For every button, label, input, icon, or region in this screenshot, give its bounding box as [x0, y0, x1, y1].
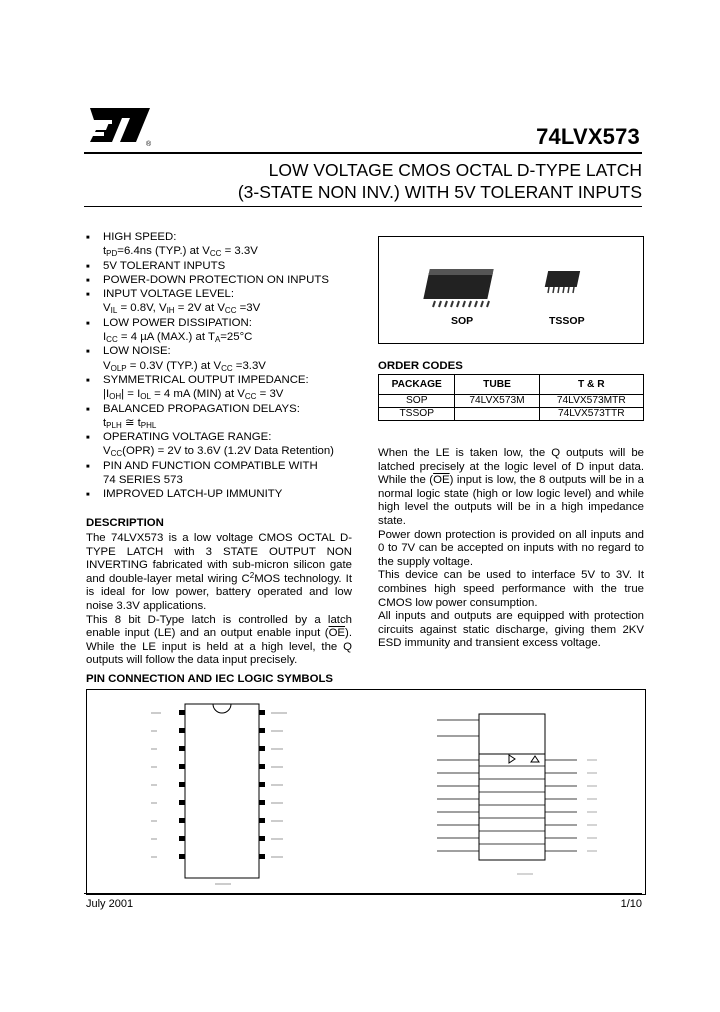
footer-rule: [84, 893, 642, 894]
title-line-2: (3-STATE NON INV.) WITH 5V TOLERANT INPUTS: [237, 182, 642, 202]
order-codes-table: [378, 374, 644, 421]
feature-compatible: ■ PIN AND FUNCTION COMPATIBLE WITH: [86, 459, 376, 473]
table-cell: SOP: [379, 395, 455, 408]
pin-diagram: [87, 690, 645, 894]
table-cell: 74LVX573TTR: [539, 408, 643, 421]
feature-symmetrical: ■ SYMMETRICAL OUTPUT IMPEDANCE:: [86, 373, 376, 387]
description-text: The 74LVX573 is a low voltage CMOS OCTAL D-TYPE LATCH with 3 STATE OUTPUT NON INVERTING fabricated with sub-micron silicon gate and double-layer metal wiring $C^2MOS$ technology. It is ideal for low power, battery operated and low noise 3.3V applications. This 8 bit D-Type latch is controlled by a latch enable input (LE) and an output enable input $(\overline{OE})$. While the LE input is held at a high level, the Q outputs will follow the data input precisely.: [86, 532, 352, 667]
svg-text:®: ®: [146, 141, 152, 148]
bullet-icon: ■: [86, 406, 90, 413]
sop-label: SOP: [451, 315, 474, 327]
bullet-icon: ■: [86, 235, 90, 241]
footer-date: July 2001: [86, 898, 134, 910]
bullet-icon: ■: [86, 292, 90, 299]
bullet-icon: ■: [86, 263, 90, 270]
feature-latchup: ■ IMPROVED LATCH-UP IMMUNITY: [86, 487, 376, 501]
pin-connection-heading: PIN CONNECTION AND IEC LOGIC SYMBOLS: [86, 673, 334, 685]
order-codes-heading: ORDER CODES: [378, 360, 463, 372]
table-cell: [455, 408, 539, 421]
table-cell: 74LVX573MTR: [539, 395, 643, 408]
col-package: PACKAGE: [379, 375, 455, 395]
table-cell: 74LVX573M: [455, 395, 539, 408]
right-description: When the LE is taken low, the Q outputs will be latched precisely at the logic level of D input data. While the $(\overline{OE})$ input is low, the 8 outputs will be in a normal logic state (high or low logic level) and while high level the outputs will be in a high impedance state. Power down protection is provided on all inputs and 0 to 7V can be accepted on inputs with no regard to the supply voltage. This device can be used to interface 5V to 3V. It combines high speed performance with the true CMOS low power consumption. All inputs and outputs are equipped with protection circuits against static discharge, giving them 2KV ESD immunity and transient excess voltage.: [378, 447, 644, 650]
feature-input-level: ■ INPUT VOLTAGE LEVEL:: [86, 287, 376, 301]
st-logo: [84, 104, 154, 148]
footer-page: 1/10: [620, 898, 642, 910]
bullet-icon: ■: [86, 492, 90, 499]
feature-high-speed: ■ HIGH SPEED:: [86, 230, 376, 244]
feature-operating-voltage: ■ OPERATING VOLTAGE RANGE:: [86, 430, 376, 444]
feature-power-down: ■ POWER-DOWN PROTECTION ON INPUTS: [86, 273, 376, 287]
feature-balanced: ■ BALANCED PROPAGATION DELAYS:: [86, 402, 376, 416]
table-row: [379, 408, 644, 421]
features-list: ■ HIGH SPEED: $t_{PD}=6.4ns$ (TYP.) at $V_{CC} = 3.3V$ ■ 5V TOLERANT INPUTS ■ POWER-DOWN PROTECTION ON INPUTS ■ INPUT VOLTAGE LEVEL: $V_{IL} = 0.8V$, $V_{IH} = 2V$ at $V_{CC} =3V$ ■ LOW POWER DISSIPATION: $I_{CC} = 4$ µA (MAX.) at $T_A=25^\circ C$ ■ LOW NOISE: $V_{OLP} = 0.3V$ (TYP.) at $V_{CC} =3.3V$ ■ SYMMETRICAL OUTPUT IMPEDANCE: $|I_{OH}| = I_{OL} = 4$ mA (MIN) at $V_{CC} = 3V$ ■ BALANCED PROPAGATION DELAYS: $t_{PLH}$ ≅ $t_{PHL}$ ■ OPERATING VOLTAGE RANGE: $V_{CC}(OPR) = 2V$ to 3.6V (1.2V Data Retention) ■ PIN AND FUNCTION COMPATIBLE WITH 74 SERIES 573 ■ IMPROVED LATCH-UP IMMUNITY: [86, 230, 376, 502]
bullet-icon: ■: [86, 435, 90, 442]
bullet-icon: ■: [86, 463, 90, 470]
part-number: 74LVX573: [536, 124, 640, 149]
table-row: [379, 395, 644, 408]
bullet-icon: ■: [86, 277, 90, 284]
tssop-label: TSSOP: [549, 315, 585, 327]
feature-5v-tolerant: ■ 5V TOLERANT INPUTS: [86, 259, 376, 273]
header-rule: [84, 152, 642, 154]
table-header-row: [379, 375, 644, 395]
package-drawing: [379, 237, 643, 343]
col-tr: T & R: [539, 375, 643, 395]
title-line-1: LOW VOLTAGE CMOS OCTAL D-TYPE LATCH: [268, 160, 642, 180]
col-tube: TUBE: [455, 375, 539, 395]
description-heading: DESCRIPTION: [86, 517, 164, 529]
bullet-icon: ■: [86, 377, 90, 384]
pin-diagram-box: [86, 689, 646, 895]
feature-low-noise: ■ LOW NOISE:: [86, 344, 376, 358]
title-rule: [84, 206, 642, 207]
table-cell: TSSOP: [379, 408, 455, 421]
package-images: [378, 236, 644, 344]
bullet-icon: ■: [86, 320, 90, 327]
feature-low-power: ■ LOW POWER DISSIPATION:: [86, 316, 376, 330]
bullet-icon: ■: [86, 349, 90, 356]
